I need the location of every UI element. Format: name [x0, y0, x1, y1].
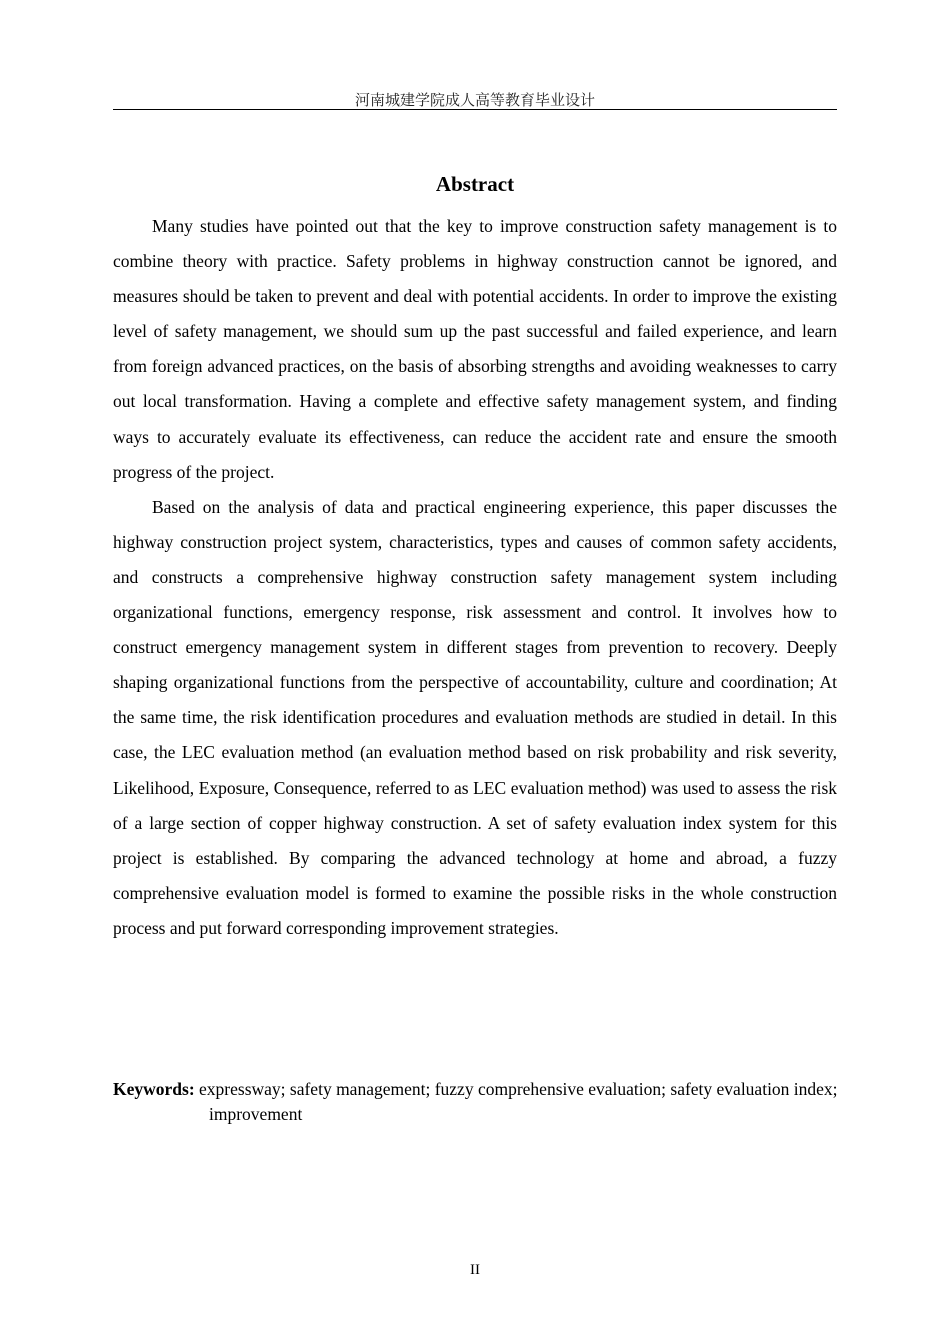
page-header: 河南城建学院成人高等教育毕业设计 — [354, 91, 595, 109]
keywords-text: expressway; safety management; fuzzy comprehensive evaluation; safety evaluation index; improvement — [199, 1079, 838, 1124]
keywords-block — [113, 1077, 933, 1127]
page-number: II — [470, 1262, 480, 1278]
keywords-label: Keywords: — [113, 1079, 195, 1099]
abstract-paragraph-2: Based on the analysis of data and practical engineering experience, this paper discusses the highway construction project system, characteristics, types and causes of common safety accidents, and constructs a comprehensive highway construction safety management system including organizational functions, emergency response, risk assessment and control. It involves how to construct emergency management system in different stages from prevention to recovery. Deeply shaping organizational functions from the perspective of accountability, culture and coordination; At the same time, the risk identification procedures and evaluation methods are studied in detail. In this case, the LEC evaluation method (an evaluation method based on risk probability and risk severity, Likelihood, Exposure, Consequence, referred to as LEC evaluation method) was used to assess the risk of a large section of copper highway construction. A set of safety evaluation index system for this project is established. By comparing the advanced technology at home and abroad, a fuzzy comprehensive evaluation model is formed to examine the possible risks in the whole construction process and put forward corresponding improvement strategies. — [113, 496, 837, 938]
header-rule — [113, 109, 837, 110]
abstract-paragraph-1: Many studies have pointed out that the key to improve construction safety management is to combine theory with practice. Safety problems in highway construction cannot be ignored, and measures should be taken to prevent and deal with potential accidents. In order to improve the existing level of safety management, we should sum up the past successful and failed experience, and learn from foreign advanced practices, on the basis of absorbing strengths and avoiding weaknesses to carry out local transformation. Having a complete and effective safety management system, and finding ways to accurately evaluate its effectiveness, can reduce the accident rate and ensure the smooth progress of the project. — [113, 216, 837, 482]
abstract-title: Abstract — [435, 172, 515, 196]
abstract-body — [113, 209, 837, 946]
